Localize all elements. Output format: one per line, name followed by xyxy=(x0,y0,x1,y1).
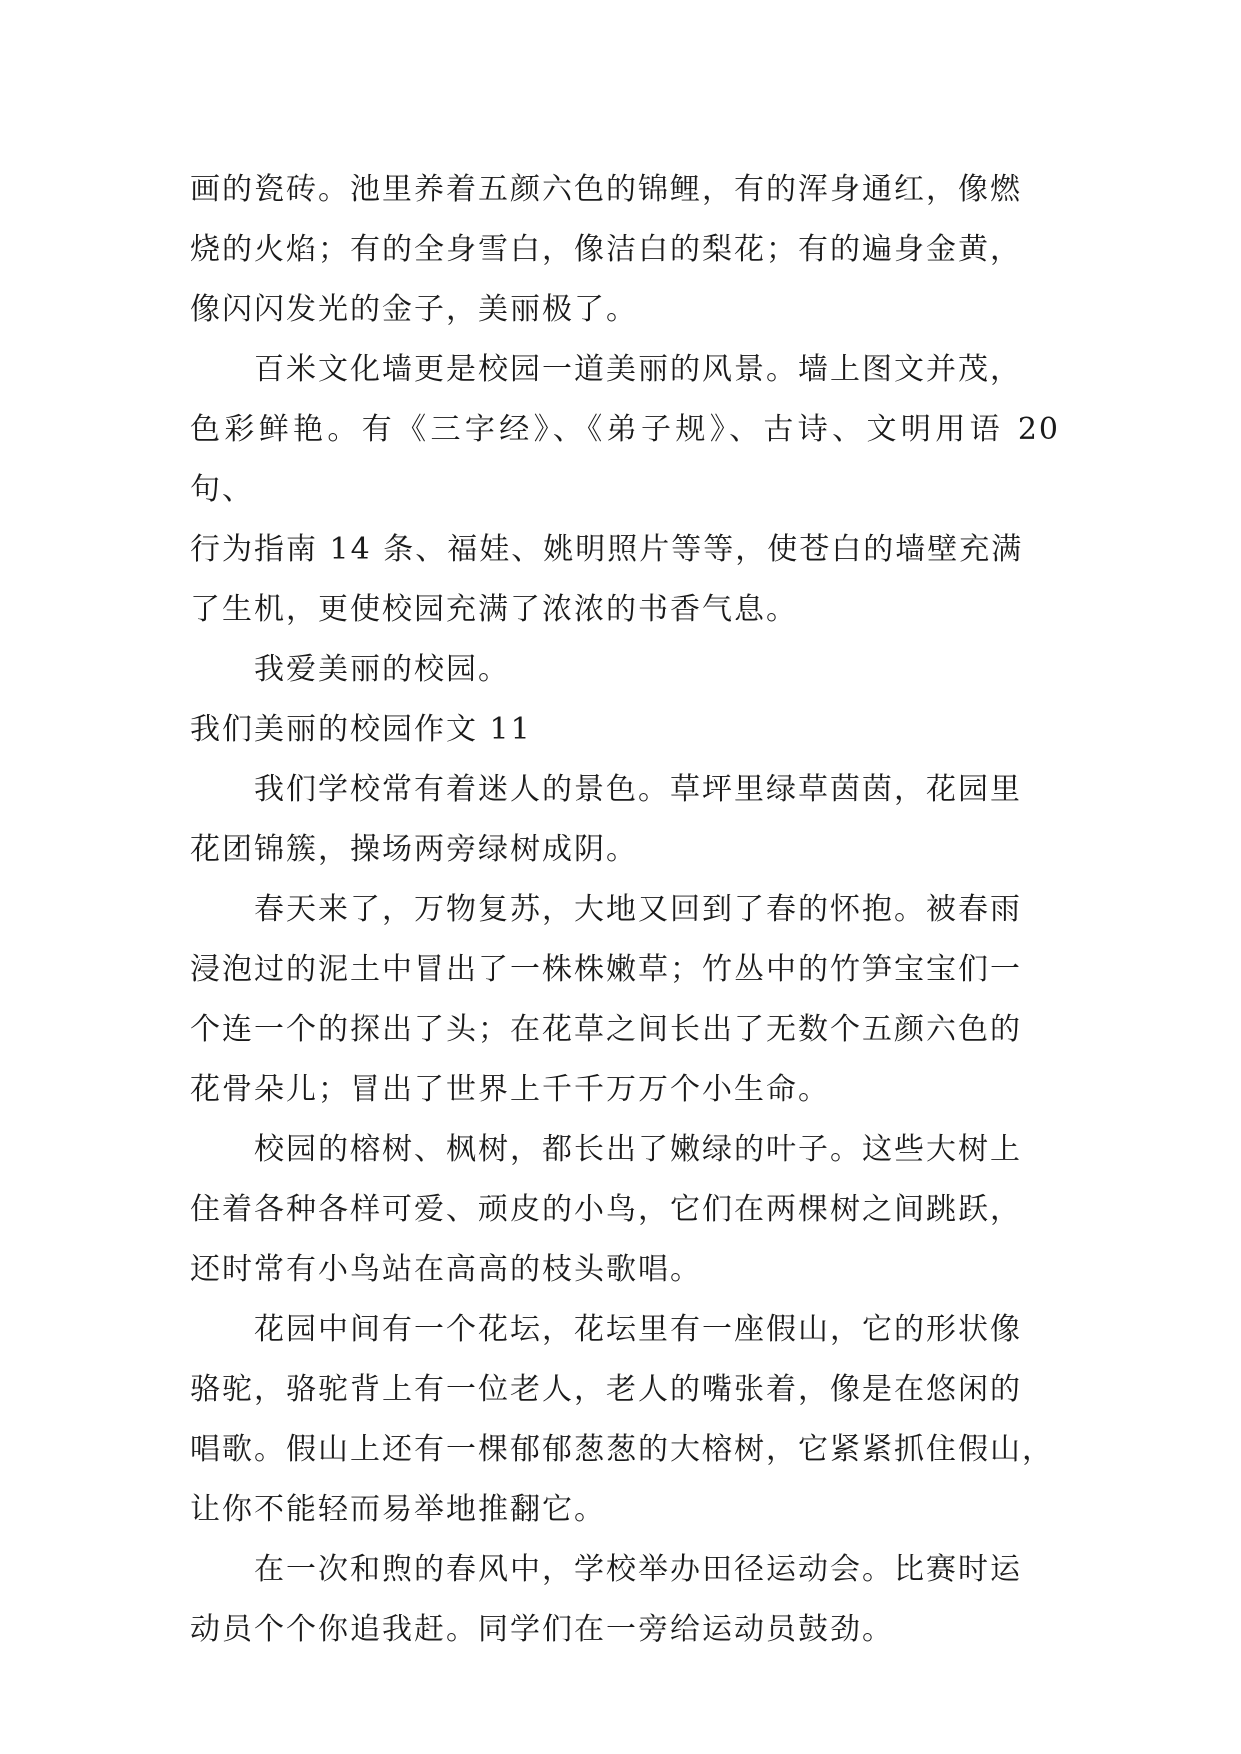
paragraph-rockery: 花园中间有一个花坛，花坛里有一座假山，它的形状像 骆驼，骆驼背上有一位老人，老人的嘴张着，像是在悠闲的 唱歌。假山上还有一棵郁郁葱葱的大榕树，它紧紧抓住假山， 让你不能轻而易举地推翻它。 xyxy=(190,1312,1054,1527)
document-body xyxy=(190,160,1060,1660)
paragraph-culture-wall: 百米文化墙更是校园一道美丽的风景。墙上图文并茂， 色彩鲜艳。有《三字经》、《弟子规》、古诗、文明用语 20 句、 行为指南 14 条、福娃、姚明照片等等，使苍白的墙壁充满 了生机，更使校园充满了浓浓的书香气息。 xyxy=(190,352,1060,627)
paragraph-trees: 校园的榕树、枫树，都长出了嫩绿的叶子。这些大树上 住着各种各样可爱、顽皮的小鸟，它们在两棵树之间跳跃， 还时常有小鸟站在高高的枝头歌唱。 xyxy=(190,1132,1022,1287)
paragraph-scenery: 我们学校常有着迷人的景色。草坪里绿草茵茵，花园里 花团锦簇，操场两旁绿树成阴。 xyxy=(190,772,1022,867)
paragraph-spring: 春天来了，万物复苏，大地又回到了春的怀抱。被春雨 浸泡过的泥土中冒出了一株株嫩草；竹丛中的竹笋宝宝们一 个连一个的探出了头；在花草之间长出了无数个五颜六色的 花骨朵儿；冒出了世界上千千万万个小生命。 xyxy=(190,892,1022,1107)
paragraph-koi-pond: 画的瓷砖。池里养着五颜六色的锦鲤，有的浑身通红，像燃 烧的火焰；有的全身雪白，像洁白的梨花；有的遍身金黄， 像闪闪发光的金子，美丽极了。 xyxy=(190,172,1022,327)
paragraph-sports-meet: 在一次和煦的春风中，学校举办田径运动会。比赛时运 动员个个你追我赶。同学们在一旁给运动员鼓劲。 xyxy=(190,1552,1022,1647)
essay-heading: 我们美丽的校园作文 11 xyxy=(190,712,532,747)
paragraph-love-campus: 我爱美丽的校园。 xyxy=(254,652,510,687)
